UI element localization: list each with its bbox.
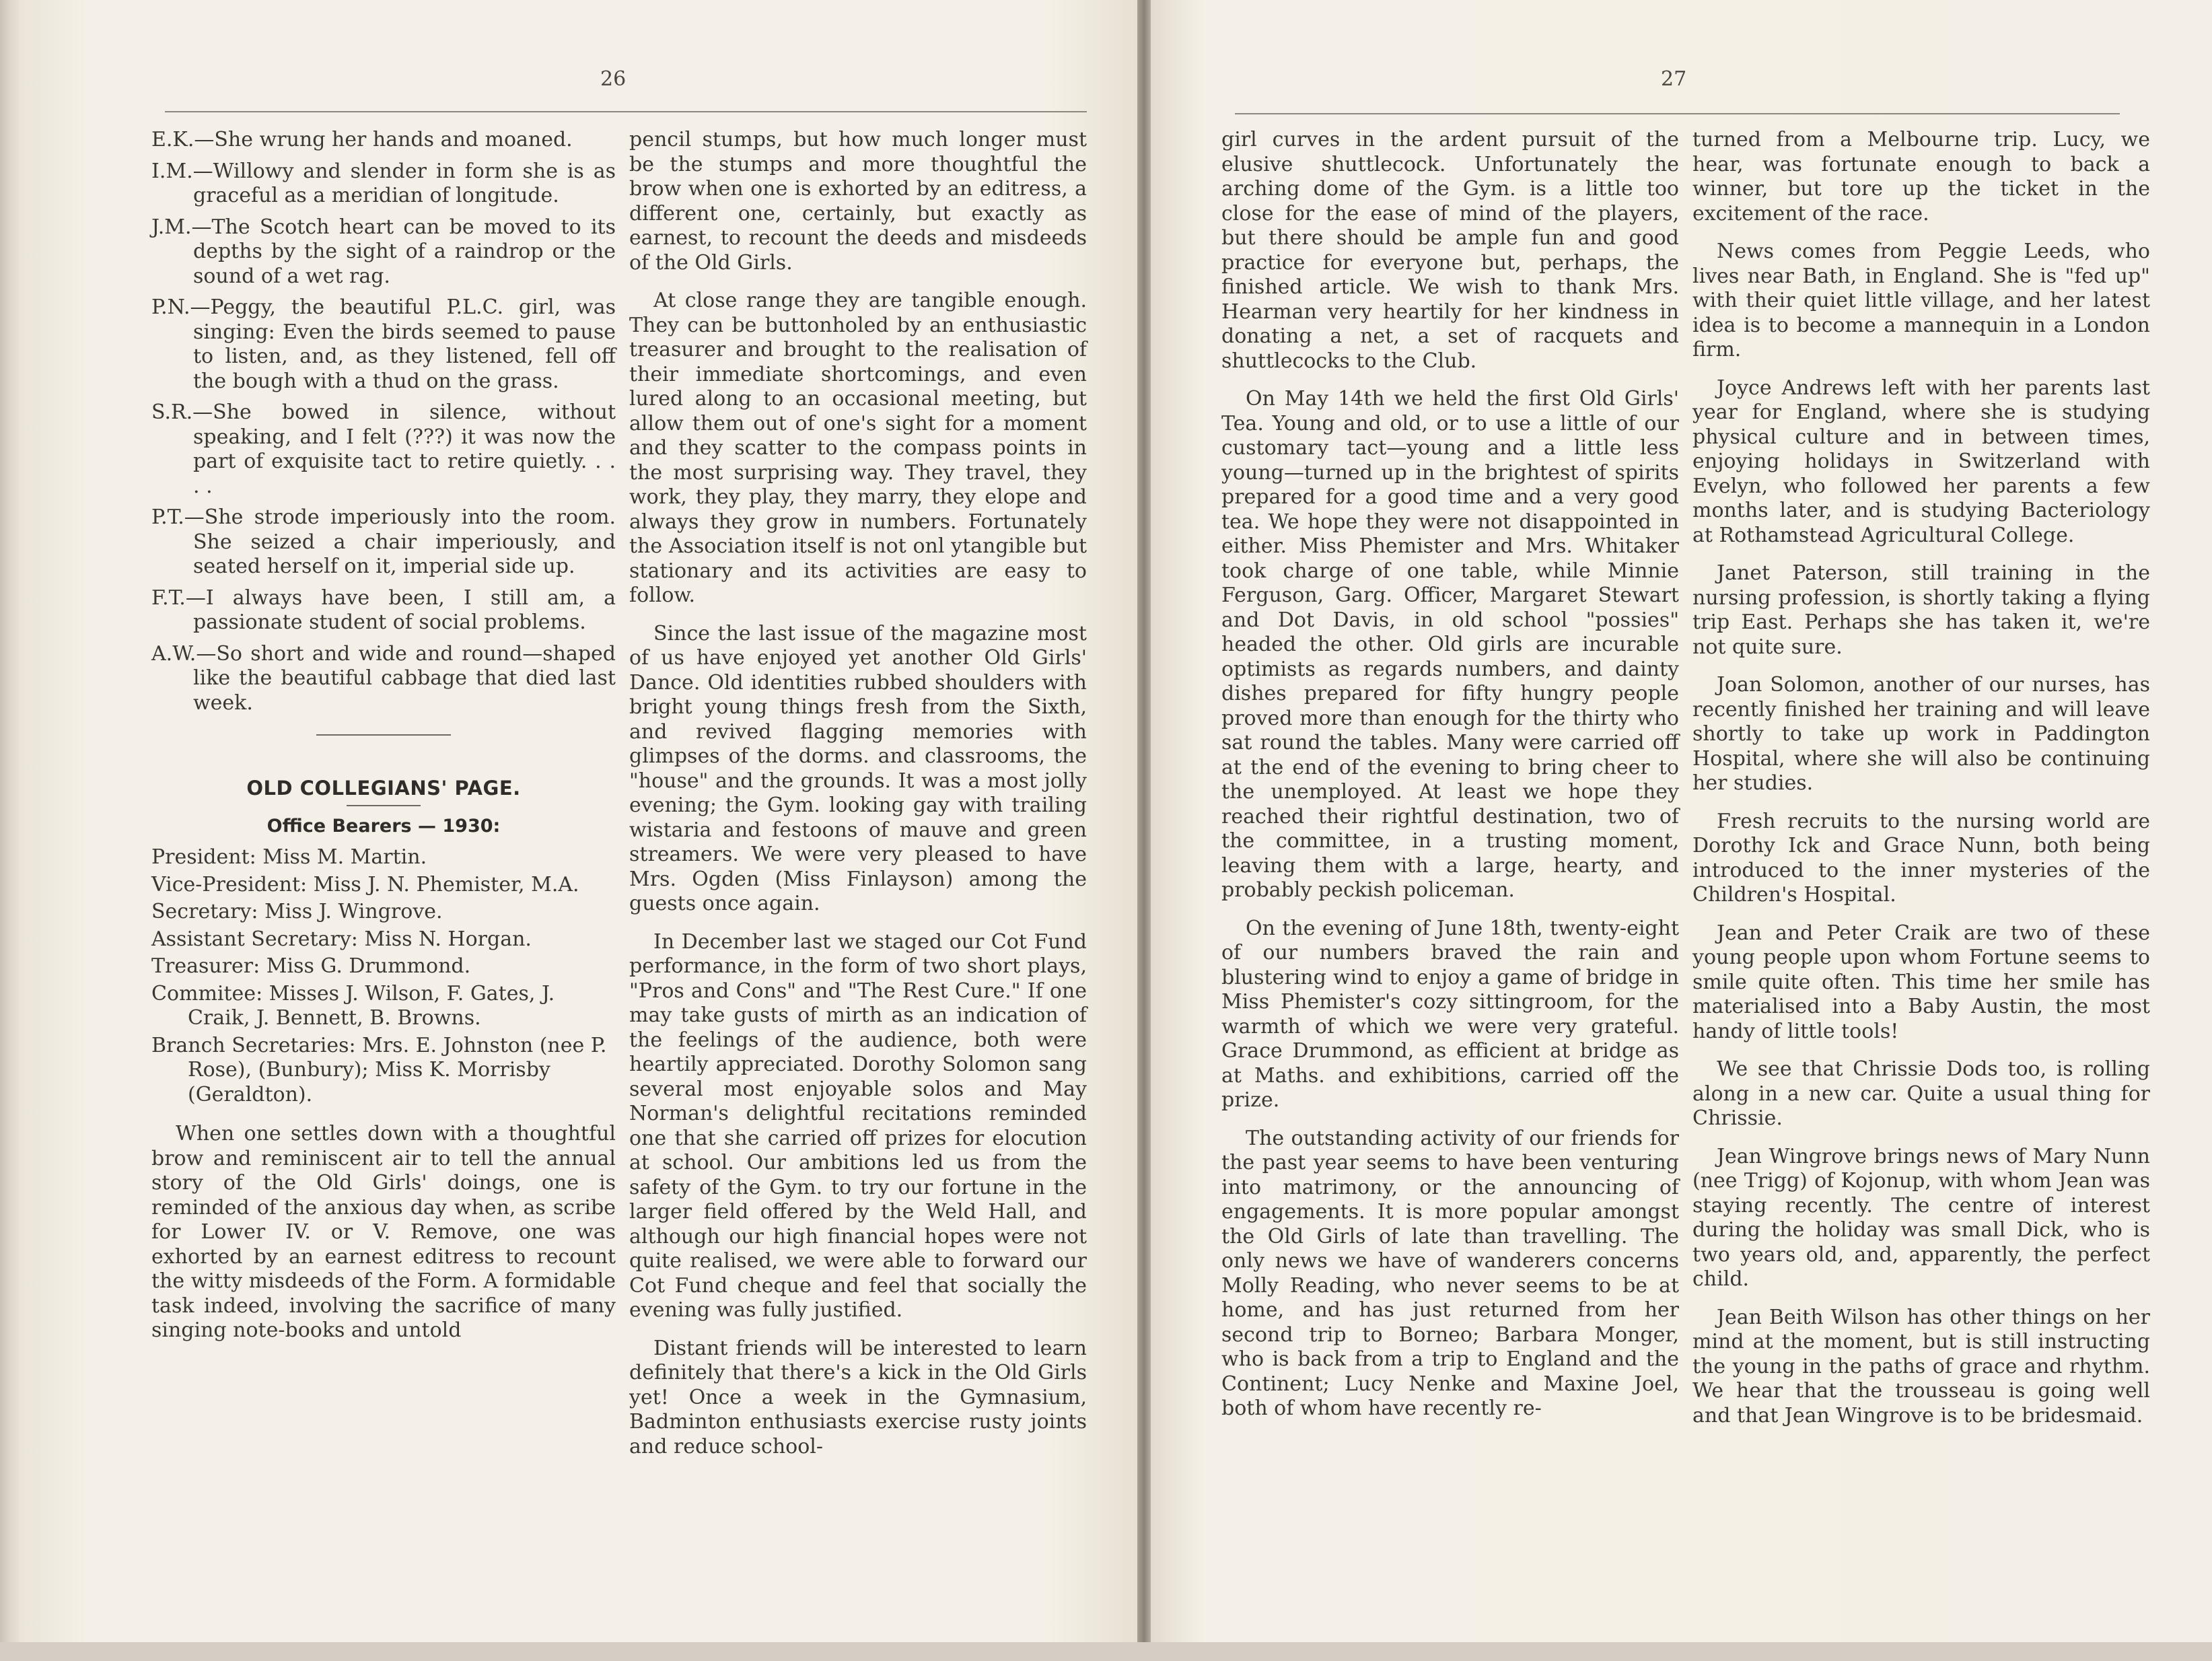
section-divider <box>316 734 451 736</box>
character-entry: E.K.—She wrung her hands and moaned. <box>151 128 573 151</box>
body-paragraph: Distant friends will be interested to learn definitely that there's a kick in the Old Girls yet! Once a week in the Gymnasium, Badminton enthusiasts exercise rusty joints and reduce school- <box>629 1336 1087 1458</box>
body-paragraph: On May 14th we held the first Old Girls' Tea. Young and old, or to use a little of our customary tact—young and a little less young—turned up in the brightest of spirits prepared for a good time and a very good tea. We hope they were not disappointed in either. Miss Phemister and Mrs. Whitaker took charge of one table, while Minnie Ferguson, Garg. Officer, Margaret Stewart and Dot Davis, in old school "possies" headed the other. Old girls are incurable optimists as regards numbers, and dainty dishes prepared for fifty hungry people proved more than enough for the thirty who sat round the tables. Many were carried off at the end of the evening to bring cheer to the unemployed. At least we hope they reached their rightful destination, two of the committee, in a trusting moment, leaving them with a large, hearty, and probably peckish policeman. <box>1221 387 1679 902</box>
body-paragraph: Jean and Peter Craik are two of these young people upon whom Fortune seems to smile quite often. This time her smile has materialised into a Baby Austin, the most handy of little tools! <box>1692 921 2150 1043</box>
header-rule <box>1235 113 2120 114</box>
body-paragraph: girl curves in the ardent pursuit of the elusive shuttlecock. Unfortunately the arching dome of the Gym. is a little too close for the ease of mind of the players, but there should be ample fun and good practice for everyone but, perhaps, the finished article. We wish to thank Mrs. Hearman very heartily for her kindness in donating a net, a set of racquets and shuttlecocks to the Club. <box>1221 128 1679 373</box>
office-bearers-heading: Office Bearers — 1930: <box>266 815 501 837</box>
character-entry: J.M.—The Scotch heart can be moved to its depths by the sight of a raindrop or the sound of a wet rag. <box>151 215 616 288</box>
page-number: 27 <box>1661 67 1687 91</box>
column-4 <box>1692 128 2150 1442</box>
character-entry: P.T.—She strode imperiously into the room. She seized a chair imperiously, and seated herself on it, imperial side up. <box>151 505 616 578</box>
body-paragraph: turned from a Melbourne trip. Lucy, we hear, was fortunate enough to back a winner, but tore up the ticket in the excitement of the race. <box>1692 128 2150 225</box>
header-rule <box>165 111 1087 112</box>
body-paragraph: Joyce Andrews left with her parents last year for England, where she is studying physical culture and in between times, enjoying holidays in Switzerland with Evelyn, who followed her parents a few months later, and is studying Bacteriology at Rothamstead Agricultural College. <box>1692 376 2150 547</box>
body-paragraph: We see that Chrissie Dods too, is rolling along in a new car. Quite a usual thing for Chrissie. <box>1692 1057 2150 1130</box>
body-paragraph: Janet Paterson, still training in the nursing profession, is shortly taking a flying trip East. Perhaps she has taken it, we're not quite sure. <box>1692 561 2150 659</box>
office-bearer: Secretary: Miss J. Wingrove. <box>151 900 443 923</box>
column-1 <box>151 128 616 1357</box>
character-entry: I.M.—Willowy and slender in form she is as graceful as a meridian of longitude. <box>151 159 616 207</box>
body-paragraph: Joan Solomon, another of our nurses, has recently finished her training and will leave shortly to take up work in Paddington Hospital, where she will also be continuing her studies. <box>1692 673 2150 795</box>
body-paragraph: Jean Beith Wilson has other things on her mind at the moment, but is still instructing the young in the paths of grace and rhythm. We hear that the trousseau is going well and that Jean Wingrove is to be bridesmaid. <box>1692 1305 2150 1427</box>
body-paragraph: pencil stumps, but how much longer must be the stumps and more thoughtful the brow when one is exhorted by an editress, a different one, certainly, but exactly as earnest, to recount the deeds and misdeeds of the Old Girls. <box>629 128 1087 275</box>
office-bearer: Vice-President: Miss J. N. Phemister, M.A. <box>151 872 579 896</box>
character-entry: S.R.—She bowed in silence, without speaking, and I felt (???) it was now the part of exquisite tact to retire quietly. . . . . <box>151 400 616 498</box>
body-paragraph: On the evening of June 18th, twenty-eight of our numbers braved the rain and blustering wind to enjoy a game of bridge in Miss Phemister's cozy sittingroom, for the warmth of which we were very grateful. Grace Drummond, as efficient at bridge as at Maths. and exhibitions, carried off the prize. <box>1221 916 1679 1112</box>
body-paragraph: News comes from Peggie Leeds, who lives near Bath, in England. She is "fed up" with their quiet little village, and her latest idea is to become a mannequin in a London firm. <box>1692 240 2150 361</box>
body-paragraph: At close range they are tangible enough. They can be buttonholed by an enthusiastic treasurer and brought to the realisation of their immediate shortcomings, and even lured along to an occasional meeting, but allow them out of one's sight for a moment and they scatter to the compass points in the most surprising way. They travel, they work, they play, they marry, they elope and always they grow in numbers. Fortunately the Association itself is not onl ytangible but stationary and its activities are easy to follow. <box>629 289 1087 607</box>
section-heading: OLD COLLEGIANS' PAGE. <box>246 777 521 800</box>
body-paragraph: Jean Wingrove brings news of Mary Nunn (nee Trigg) of Kojonup, with whom Jean was staying recently. The centre of interest during the holiday was small Dick, who is two years old, and, apparently, the perfect child. <box>1692 1144 2150 1291</box>
body-paragraph: In December last we staged our Cot Fund performance, in the form of two short plays, "Pros and Cons" and "The Rest Cure." If one may take gusts of mirth as an indication of the feelings of the audience, both were heartily appreciated. Dorothy Solomon sang several most enjoyable solos and May Norman's delightful recitations reminded one that she carried off prizes for elocution at school. Our ambitions led us from the safety of the Gym. to try our fortune in the larger field offered by the Weld Hall, and although our high financial hopes were not quite realised, we were able to forward our Cot Fund cheque and feel that socially the evening was fully justified. <box>629 929 1087 1322</box>
heading-underline <box>347 805 421 806</box>
character-entry: P.N.—Peggy, the beautiful P.L.C. girl, was singing: Even the birds seemed to pause to listen, and, as they listened, fell off the bough with a thud on the grass. <box>151 295 616 393</box>
page-bottom-edge <box>0 1642 2212 1661</box>
page-number: 26 <box>600 67 627 91</box>
page-27 <box>1151 0 2212 1661</box>
page-26 <box>20 0 1137 1661</box>
office-bearer: President: Miss M. Martin. <box>151 845 427 869</box>
body-paragraph: The outstanding activity of our friends for the past year seems to have been venturing into matrimony, or the announcing of engagements. It is more popular amongst the Old Girls of late than travelling. The only news we have of wanderers concerns Molly Reading, who never seems to be at home, and has just returned from her second trip to Borneo; Barbara Monger, who is back from a trip to England and the Continent; Lucy Nenke and Maxine Joel, both of whom have recently re- <box>1221 1126 1679 1420</box>
column-2 <box>629 128 1087 1473</box>
body-paragraph: Since the last issue of the magazine most of us have enjoyed yet another Old Girls' Dance. Old identities rubbed shoulders with bright young things fresh from the Sixth, and revived flagging memories with glimpses of the dorms. and classrooms, the "house" and the grounds. It was a most jolly evening; the Gym. looking gay with trailing wistaria and festoons of mauve and green streamers. We were very pleased to have Mrs. Ogden (Miss Finlayson) among the guests once again. <box>629 621 1087 915</box>
page-stack-edge <box>0 0 20 1661</box>
column-3 <box>1221 128 1679 1435</box>
character-entry: F.T.—I always have been, I still am, a passionate student of social problems. <box>151 586 616 634</box>
office-bearer: Commitee: Misses J. Wilson, F. Gates, J. Craik, J. Bennett, B. Browns. <box>151 981 555 1030</box>
body-paragraph: Fresh recruits to the nursing world are Dorothy Ick and Grace Nunn, both being introduced to the inner mysteries of the Children's Hospital. <box>1692 809 2150 907</box>
character-entry: A.W.—So short and wide and round—shaped like the beautiful cabbage that died last week. <box>151 641 616 715</box>
office-bearer: Assistant Secretary: Miss N. Horgan. <box>151 927 532 951</box>
office-bearer: Branch Secretaries: Mrs. E. Johnston (nee P. Rose), (Bunbury); Miss K. Morrisby (Geraldton). <box>151 1033 607 1106</box>
office-bearer: Treasurer: Miss G. Drummond. <box>151 954 471 978</box>
body-paragraph: When one settles down with a thoughtful brow and reminiscent air to tell the annual story of the Old Girls' doings, one is reminded of the anxious day when, as scribe for Lower IV. or V. Remove, one was exhorted by an earnest editress to recount the witty misdeeds of the Form. A formidable task indeed, involving the sacrifice of many singing note-books and untold <box>151 1122 616 1342</box>
book-gutter <box>1137 0 1151 1661</box>
